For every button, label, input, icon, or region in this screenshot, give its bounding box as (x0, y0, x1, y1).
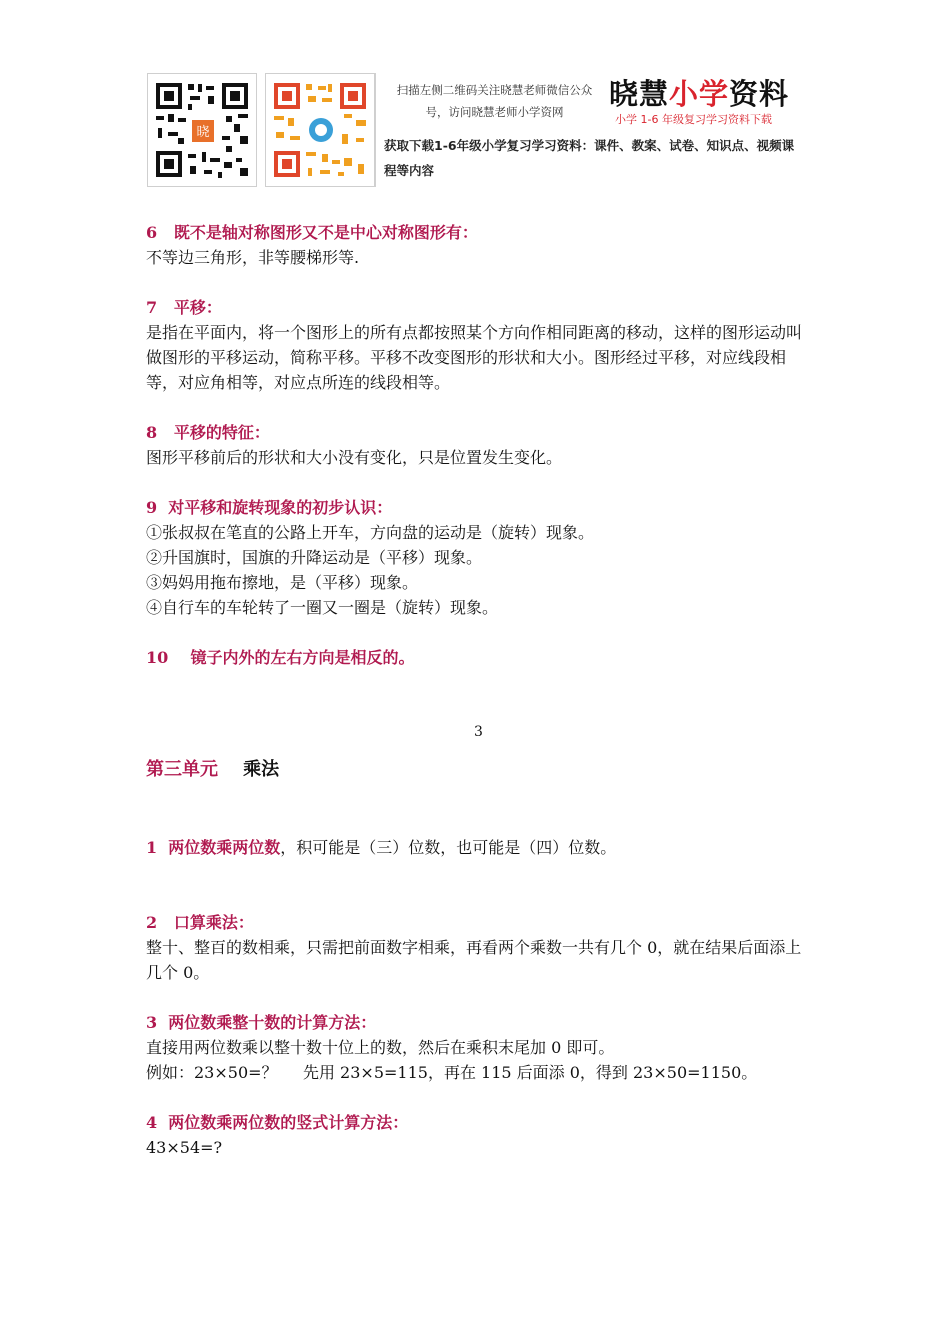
section-heading: 7 平移： (146, 298, 222, 317)
qr-instruction-text: 扫描左侧二维码关注晓慧老师微信公众号，访问晓慧老师小学资网 (396, 83, 593, 119)
unit-label: 第三单元 (146, 759, 218, 780)
brand-subtitle: 小学 1-6 年级复习学习资料下载 (615, 113, 772, 126)
mult-item-1 (146, 835, 811, 860)
section-heading: 6 既不是轴对称图形又不是中心对称图形有： (146, 223, 478, 242)
mult-item-2 (146, 910, 811, 985)
example-text: 例如：23×50=？ 先用 23×5=115，再在 115 后面添 0，得到 23×50=1150。 (146, 1063, 758, 1082)
section-text: 直接用两位数乘以整十数十位上的数，然后在乘积末尾加 0 即可。 (146, 1038, 615, 1057)
section-8 (146, 420, 811, 470)
brand-title-part-c: 资料 (729, 77, 790, 111)
unit-title (146, 755, 811, 785)
brand-logo (609, 77, 805, 127)
section-6 (146, 220, 811, 270)
section-text: 图形平移前后的形状和大小没有变化，只是位置发生变化。 (146, 448, 563, 467)
section-heading: 10 镜子内外的左右方向是相反的。 (146, 648, 415, 667)
section-text: 整十、整百的数相乘，只需把前面数字相乘，再看两个乘数一共有几个 0，就在结果后面添上几个 0。 (146, 938, 802, 982)
page-number: 3 (474, 724, 483, 740)
download-info-text: 获取下载1-6年级小学复习学习资料：课件、教案、试卷、知识点、视频课程等内容 (384, 138, 795, 178)
brand-title-part-b: 小学 (669, 77, 730, 111)
document-body (146, 220, 811, 1160)
section-10 (146, 645, 811, 670)
header-divider (375, 73, 376, 187)
section-text: 不等边三角形，非等腰梯形等. (146, 248, 360, 267)
list-item: ①张叔叔在笔直的公路上开车，方向盘的运动是（旋转）现象。 (146, 523, 595, 542)
section-text: 43×54=? (146, 1138, 223, 1157)
brand-title-part-a: 晓慧 (609, 77, 670, 111)
section-9 (146, 495, 811, 620)
mult-item-3 (146, 1010, 811, 1085)
qr-center-logo-text: 晓 (196, 125, 210, 140)
section-heading: 3 两位数乘整十数的计算方法： (146, 1013, 377, 1032)
section-text: ，积可能是（三）位数，也可能是（四）位数。 (280, 838, 617, 857)
section-heading: 4 两位数乘两位数的竖式计算方法： (146, 1113, 409, 1132)
brand-title (609, 77, 805, 111)
qr-code-image-right (265, 73, 375, 187)
mult-item-4 (146, 1110, 811, 1160)
list-item: ④自行车的车轮转了一圈又一圈是（旋转）现象。 (146, 598, 499, 617)
unit-name: 乘法 (243, 759, 280, 780)
list-item: ③妈妈用拖布擦地，是（平移）现象。 (146, 573, 419, 592)
header-banner (147, 73, 805, 189)
section-heading: 8 平移的特征： (146, 423, 270, 442)
qr-code-image-left (147, 73, 257, 187)
section-heading: 1 两位数乘两位数 (146, 838, 281, 857)
section-heading: 2 口算乘法： (146, 913, 254, 932)
list-item: ②升国旗时，国旗的升降运动是（平移）现象。 (146, 548, 483, 567)
section-heading: 9 对平移和旋转现象的初步认识： (146, 498, 393, 517)
section-text: 是指在平面内，将一个图形上的所有点都按照某个方向作相同距离的移动，这样的图形运动叫做图形的平移运动，简称平移。平移不改变图形的形状和大小。图形经过平移，对应线段相等，对应角相等，对应点所连的线段相等。 (146, 323, 803, 392)
section-7 (146, 295, 811, 395)
